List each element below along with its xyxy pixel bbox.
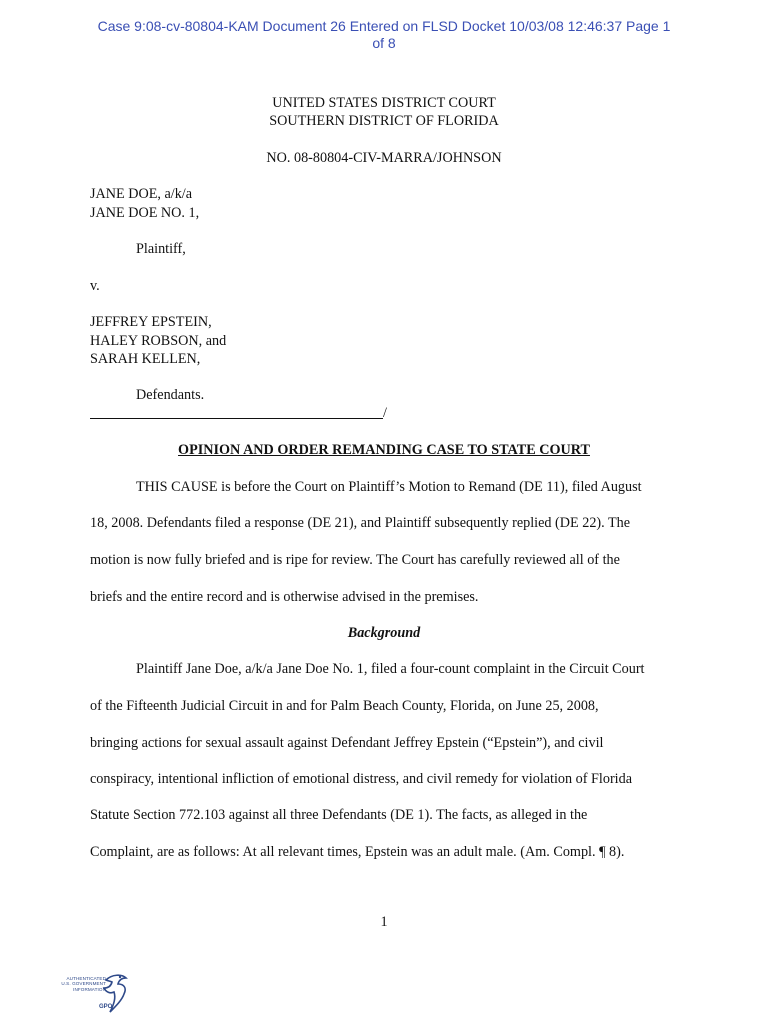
background-line-1: Plaintiff Jane Doe, a/k/a Jane Doe No. 1, filed a four-count complaint in the Circuit Court [136, 661, 645, 677]
caption-rule [90, 418, 383, 419]
gpo-logo-text [44, 976, 106, 992]
plaintiff-label: Plaintiff, [136, 241, 186, 257]
section-heading-background: Background [347, 625, 421, 641]
defendant-label: Defendants. [136, 387, 205, 403]
gpo-logo-text-line1: AUTHENTICATED [66, 976, 106, 981]
court-name: UNITED STATES DISTRICT COURT [272, 95, 496, 111]
background-line-6: Complaint, are as follows: At all relevant times, Epstein was an adult male. (Am. Compl. ¶ 8). [90, 844, 625, 860]
page-number: 1 [380, 914, 388, 930]
gpo-logo-mark: GPO [99, 1004, 113, 1010]
docket-header-stamp [0, 18, 768, 52]
body-line-3: motion is now fully briefed and is ripe for review. The Court has carefully reviewed all of the [90, 552, 620, 568]
court-district: SOUTHERN DISTRICT OF FLORIDA [269, 113, 499, 129]
docket-header-line1: Case 9:08-cv-80804-KAM Document 26 Entered on FLSD Docket 10/03/08 12:46:37 Page 1 [97, 18, 671, 34]
background-line-5: Statute Section 772.103 against all three Defendants (DE 1). The facts, as alleged in the [90, 807, 588, 823]
body-line-4: briefs and the entire record and is otherwise advised in the premises. [90, 589, 479, 605]
caption-slash: / [383, 405, 387, 421]
defendant-name-line1: JEFFREY EPSTEIN, [90, 314, 212, 330]
background-line-3: bringing actions for sexual assault against Defendant Jeffrey Epstein (“Epstein”), and civil [90, 735, 604, 751]
body-line-2: 18, 2008. Defendants filed a response (DE 21), and Plaintiff subsequently replied (DE 22). The [90, 515, 631, 531]
versus: v. [90, 278, 100, 294]
gpo-authentication-logo [44, 972, 130, 1018]
case-number: NO. 08-80804-CIV-MARRA/JOHNSON [266, 150, 502, 166]
background-line-4: conspiracy, intentional infliction of emotional distress, and civil remedy for violation of Florida [90, 771, 633, 787]
gpo-logo-text-line3: INFORMATION [73, 986, 106, 992]
eagle-icon [102, 972, 130, 1018]
gpo-logo-text-line2: U.S. GOVERNMENT [61, 981, 106, 987]
defendant-name-line3: SARAH KELLEN, [90, 351, 201, 367]
docket-header-line2: of 8 [372, 35, 396, 51]
background-line-2: of the Fifteenth Judicial Circuit in and for Palm Beach County, Florida, on June 25, 2008, [90, 698, 599, 714]
body-line-1: THIS CAUSE is before the Court on Plaintiff’s Motion to Remand (DE 11), filed August [136, 479, 642, 495]
document-title: OPINION AND ORDER REMANDING CASE TO STATE COURT [178, 442, 590, 458]
plaintiff-name-line1: JANE DOE, a/k/a [90, 186, 193, 202]
defendant-name-line2: HALEY ROBSON, and [90, 333, 227, 349]
plaintiff-name-line2: JANE DOE NO. 1, [90, 205, 200, 221]
